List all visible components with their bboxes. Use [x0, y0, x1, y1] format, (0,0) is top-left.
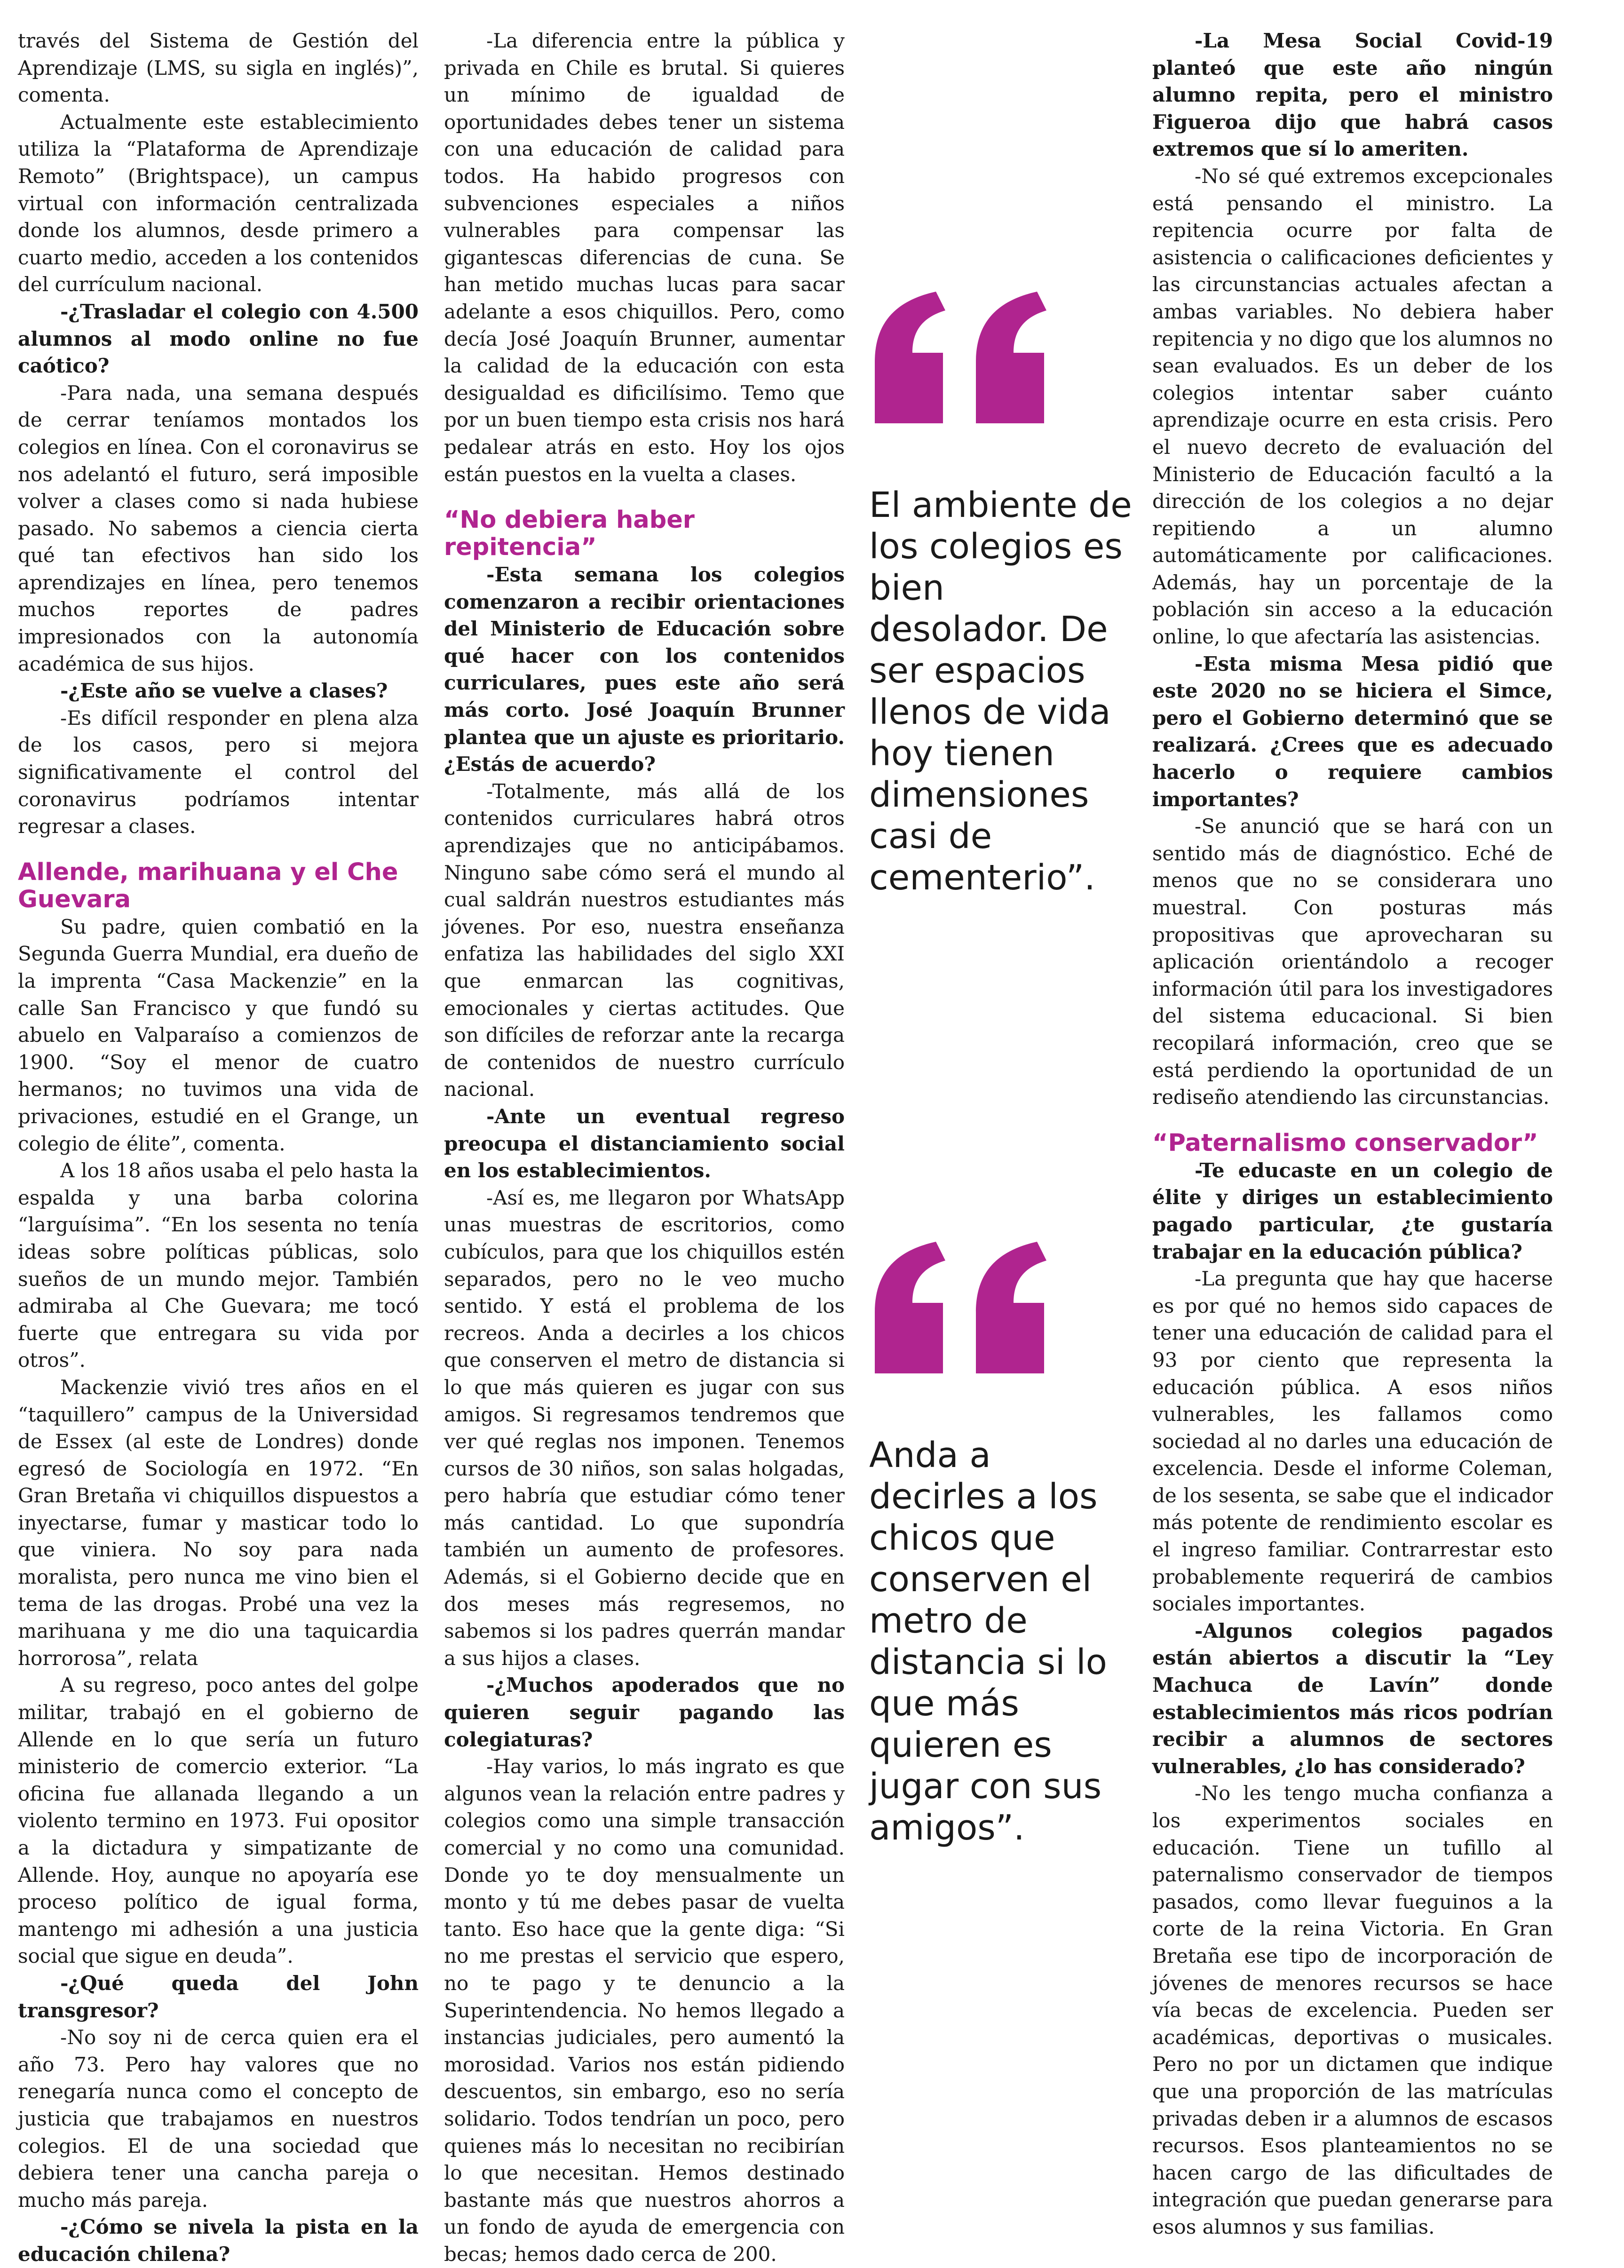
- paragraph: Mackenzie vivió tres años en el “taquillero” campus de la Universidad de Essex (al este de Londres) donde egresó de Sociología en 1972. “En Gran Bretaña vi chiquillos dispuestos a inyectarse, fumar y masticar todo lo que viniera. No soy para nada moralista, pero nunca me vino bien el tema de las drogas. Probé una vez la marihuana y me dio una taquicardia horrorosa”, relata: [18, 1375, 419, 1670]
- paragraph: -No soy ni de cerca quien era el año 73. Pero hay valores que no renegaría nunca como el concepto de justicia que trabajamos en nuestros colegios. El de una sociedad que debiera tener una cancha pareja o mucho más pareja.: [18, 2026, 419, 2212]
- article-column-2: [444, 27, 845, 2268]
- paragraph: través del Sistema de Gestión del Aprendizaje (LMS, su sigla en inglés)”, comenta.: [18, 29, 419, 107]
- interview-question: -¿Muchos apoderados que no quieren seguir pagando las colegiaturas?: [444, 1673, 845, 1751]
- paragraph: -Totalmente, más allá de los contenidos curriculares habrá otros aprendizajes que no anticipábamos. Ninguno sabe cómo será el mundo al cual saldrán nuestros estudiantes más jóvenes. Por eso, nuestra enseñanza enfatiza las habilidades del siglo XXI que enmarcan las cognitivas, emocionales y ciertas actitudes. Que son difíciles de reforzar ante la recarga de contenidos de nuestro currículo nacional.: [444, 779, 845, 1101]
- open-quote-icon: [865, 292, 1063, 428]
- interview-question: -¿Trasladar el colegio con 4.500 alumnos al modo online no fue caótico?: [18, 300, 419, 378]
- paragraph: -Para nada, una semana después de cerrar teníamos montados los colegios en línea. Con el coronavirus se nos adelantó el futuro, será imposible volver a clases como si nada hubiese pasado. No sabemos a ciencia cierta qué tan efectivos han sido los aprendizajes en línea, pero tenemos muchos reportes de padres impresionados con la autonomía académica de sus hijos.: [18, 381, 419, 675]
- paragraph: A los 18 años usaba el pelo hasta la espalda y una barba colorina “larguísima”. “En los sesenta no tenía ideas sobre políticas públicas, solo sueños de un mundo mejor. También admiraba al Che Guevara; me tocó fuerte que entregara su vida por otros”.: [18, 1159, 419, 1372]
- interview-question: -La Mesa Social Covid-19 planteó que este año ningún alumno repita, pero el ministro Figueroa dijo que habrá casos extremos que sí lo ameriten.: [1152, 29, 1553, 161]
- section-heading: “Paternalismo conservador”: [1152, 1129, 1538, 1157]
- pull-quote: Anda a decirles a los chicos que conserven el metro de distancia si lo que más quieren es jugar con sus amigos”.: [869, 1435, 1107, 1848]
- paragraph: -Se anunció que se hará con un sentido más de diagnóstico. Eché de menos que no se considerara uno muestral. Con posturas más propositivas que aprovecharan su aplicación orientándolo a recoger información útil para los investigadores del sistema educacional. Si bien recopilará información, creo que se está perdiendo la oportunidad de un rediseño atendiendo las circunstancias.: [1152, 815, 1553, 1109]
- section-heading: “No debiera haber repitencia”: [444, 506, 695, 562]
- interview-question: -¿Cómo se nivela la pista en la educación chilena?: [18, 2215, 419, 2266]
- article-column-1: [18, 27, 419, 2268]
- pull-quote: El ambiente de los colegios es bien desolador. De ser espacios llenos de vida hoy tienen dimensiones casi de cementerio”.: [869, 485, 1132, 898]
- paragraph: -La diferencia entre la pública y privada en Chile es brutal. Si quieres un mínimo de igualdad de oportunidades debes tener un sistema con una educación de calidad para todos. Ha habido progresos con subvenciones especiales a niños vulnerables para compensar las gigantescas diferencias de cuna. Se han metido muchas lucas para sacar adelante a esos chiquillos. Pero, como decía José Joaquín Brunner, aumentar la calidad de la educación con esta desigualdad es dificilísimo. Temo que por un buen tiempo esta crisis nos hará pedalear atrás en esto. Hoy los ojos están puestos en la vuelta a clases.: [444, 29, 845, 486]
- interview-question: -Algunos colegios pagados están abiertos a discutir la “Ley Machuca de Lavín” donde establecimientos más ricos podrían recibir a alumnos de sectores vulnerables, ¿lo has considerado?: [1152, 1619, 1553, 1778]
- paragraph: -Hay varios, lo más ingrato es que algunos vean la relación entre padres y colegios como una simple transacción comercial y no como una comunidad. Donde yo te doy mensualmente un monto y tú me debes pasar de vuelta tanto. Eso hace que la gente diga: “Si no me prestas el servicio que espero, no te pago y te denuncio a la Superintendencia. No hemos llegado a instancias judiciales, pero aumentó la morosidad. Varios nos están pidiendo descuentos, sin embargo, eso no sería solidario. Todos tendrían un poco, pero quienes más lo necesitan no recibirían lo que necesitan. Hemos destinado bastante más que nuestros ahorros a un fondo de ayuda de emergencia con becas; hemos dado cerca de 200.: [444, 1755, 845, 2266]
- interview-question: -¿Qué queda del John transgresor?: [18, 1971, 419, 2022]
- interview-question: -¿Este año se vuelve a clases?: [60, 679, 388, 703]
- article-column-4: [1152, 27, 1553, 2241]
- paragraph: -No sé qué extremos excepcionales está pensando el ministro. La repitencia ocurre por falta de asistencia o calificaciones deficientes y las circunstancias actuales afectan a ambas variables. No debiera haber repitencia y no digo que los alumnos no sean evaluados. Es un deber de los colegios intentar saber cuánto aprendizaje ocurre en esta crisis. Pero el nuevo decreto de evaluación del Ministerio de Educación facultó a la dirección de los colegios a no dejar repitiendo a un alumno automáticamente por calificaciones. Además, hay un porcentaje de la población sin acceso a la educación online, lo que afectaría las asistencias.: [1152, 164, 1553, 649]
- interview-question: -Esta semana los colegios comenzaron a recibir orientaciones del Ministerio de Educación sobre qué hacer con los contenidos curriculares, pues este año será más corto. José Joaquín Brunner plantea que un ajuste es prioritario. ¿Estás de acuerdo?: [444, 563, 845, 776]
- paragraph: -Así es, me llegaron por WhatsApp unas muestras de escritorios, como cubículos, para que los chiquillos estén separados, pero no le veo mucho sentido. Y está el problema de los recreos. Anda a decirles a los chicos que conserven el metro de distancia si lo que más quieren es jugar con sus amigos. Si regresamos tendremos que ver qué reglas nos imponen. Tenemos cursos de 30 niños, son salas holgadas, pero habría que estudiar cómo tener más cantidad. Lo que supondría también un aumento de profesores. Además, si el Gobierno decide que en dos meses más regresemos, no sabemos si los padres querrán mandar a sus hijos a clases.: [444, 1186, 845, 1670]
- paragraph: -La pregunta que hay que hacerse es por qué no hemos sido capaces de tener una educación de calidad para el 93 por ciento que representa la educación pública. A esos niños vulnerables, les fallamos como sociedad al no darles una educación de excelencia. Desde el informe Coleman, de los sesenta, se sabe que el indicador más potente de rendimiento escolar es el ingreso familiar. Contrarrestar esto probablemente requerirá de cambios sociales importantes.: [1152, 1267, 1553, 1616]
- interview-question: -Esta misma Mesa pidió que este 2020 no se hiciera el Simce, pero el Gobierno determinó que se realizará. ¿Crees que es adecuado hacerlo o requiere cambios importantes?: [1152, 652, 1553, 811]
- paragraph: Su padre, quien combatió en la Segunda Guerra Mundial, era dueño de la imprenta “Casa Mackenzie” en la calle San Francisco y que fundó su abuelo en Valparaíso a comienzos de 1900. “Soy el menor de cuatro hermanos; no tuvimos una vida de privaciones, estudié en el Grange, un colegio de élite”, comenta.: [18, 915, 419, 1155]
- interview-question: -Te educaste en un colegio de élite y diriges un establecimiento pagado particular, ¿te gustaría trabajar en la educación pública?: [1152, 1158, 1553, 1263]
- paragraph: A su regreso, poco antes del golpe militar, trabajó en el gobierno de Allende en lo que sería un futuro ministerio de comercio exterior. “La oficina fue allanada llegando a un violento termino en 1973. Fui opositor a la dictadura y simpatizante de Allende. Hoy, aunque no apoyaría ese proceso político de igual forma, mantengo mi adhesión a una justicia social que sigue en deuda”.: [18, 1673, 419, 1968]
- interview-question: -Ante un eventual regreso preocupa el distanciamiento social en los establecimientos.: [444, 1104, 845, 1182]
- paragraph: -No les tengo mucha confianza a los experimentos sociales en educación. Tiene un tufillo al paternalismo conservador de tiempos pasados, como llevar fueguinos a la corte de la reina Victoria. En Gran Bretaña ese tipo de incorporación de jóvenes de menores recursos se hace vía becas de excelencia. Pueden ser académicas, deportivas o musicales. Pero no por un dictamen que indique que una proporción de las matrículas privadas deben ir a alumnos de escasos recursos. Esos planteamientos no se hacen cargo de las dificultades de integración que puedan generarse para esos alumnos y sus familias.: [1152, 1782, 1553, 2238]
- paragraph: Actualmente este establecimiento utiliza la “Plataforma de Aprendizaje Remoto” (Brightspace), un campus virtual con información centralizada donde los alumnos, desde primero a cuarto medio, acceden a los contenidos del currículum nacional.: [18, 110, 419, 296]
- paragraph: -Es difícil responder en plena alza de los casos, pero si mejora significativamente el control del coronavirus podríamos intentar regresar a clases.: [18, 706, 419, 838]
- section-heading: Allende, marihuana y el Che Guevara: [18, 858, 398, 913]
- open-quote-icon: [865, 1242, 1063, 1378]
